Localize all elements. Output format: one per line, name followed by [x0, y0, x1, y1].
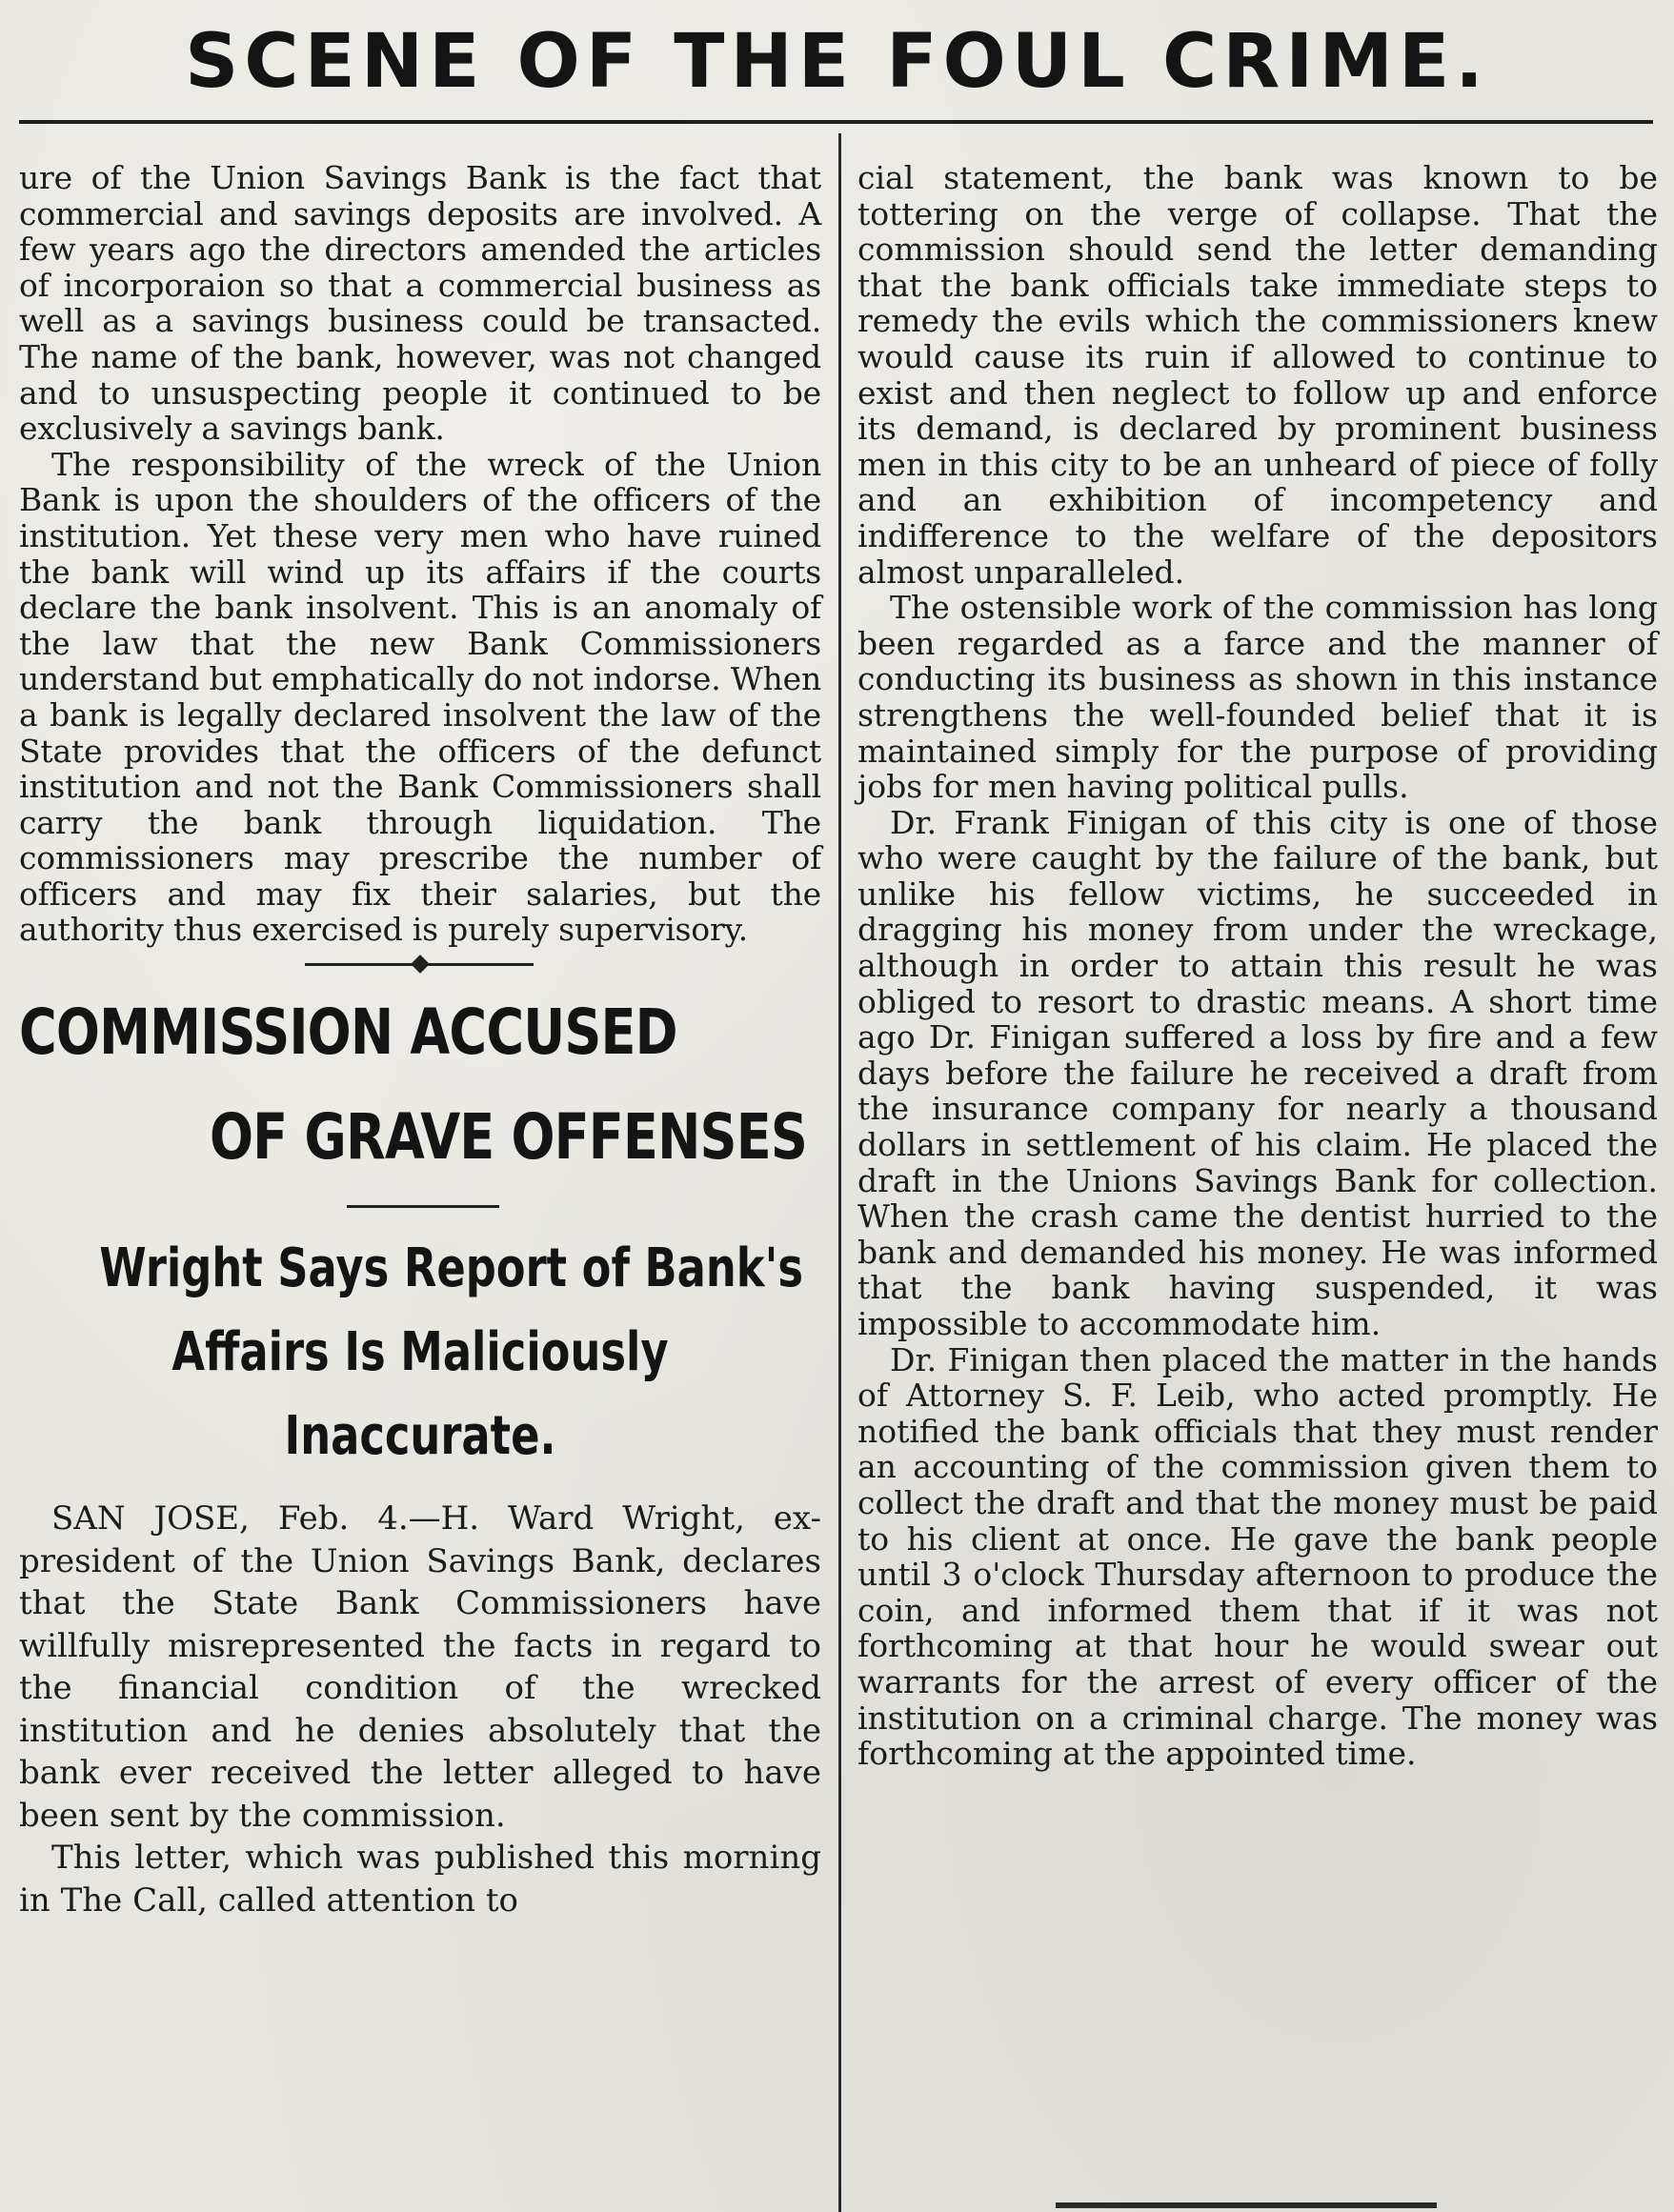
- masthead-rule: [19, 120, 1653, 124]
- article-paragraph: Dr. Finigan then placed the matter in the hands of Attorney S. F. Leib, who acted promptly. He notified the bank officials that they must render an accounting of the commission given them to collect the draft and that the money must be paid to his client at once. He gave the bank people until 3 o'clock Thursday afternoon to produce the coin, and informed them that if it was not forthcoming at that hour he would swear out warrants for the arrest of every officer of the institution on a criminal charge. The money was forthcoming at the appointed time.: [857, 1340, 1658, 1773]
- left-column: [19, 160, 821, 1921]
- left-column-body: [19, 160, 821, 948]
- subheadline-line-1: Wright Says Report of Bank's: [99, 1237, 803, 1300]
- subheadline-line-3: Inaccurate.: [284, 1405, 556, 1468]
- headline-line-2: OF GRAVE OFFENSES: [210, 1100, 808, 1175]
- article-paragraph: cial statement, the bank was known to be tottering on the verge of collapse. That the commission should send the letter demanding that the bank officials take immediate steps to remedy the evils which the commissioners knew would cause its ruin if allowed to continue to exist and then neglect to follow up and enforce its demand, is declared by prominent business men in this city to be an unheard of piece of folly and an exhibition of incompetency and indifference to the welfare of the depositors almost unparalleled.: [857, 159, 1658, 591]
- article-paragraph: The ostensible work of the commission has long been regarded as a farce and the manner of conducting its business as shown in this instance strengthens the well-founded belief that it is maintained simply for the purpose of providing jobs for men having political pulls.: [857, 589, 1658, 806]
- ornament-dot: [411, 955, 430, 974]
- column-divider: [838, 133, 841, 2212]
- story-paragraph: This letter, which was published this morning in The Call, called attention to: [19, 1839, 821, 1920]
- masthead-title: SCENE OF THE FOUL CRIME.: [185, 19, 1489, 105]
- article-paragraph: Dr. Frank Finigan of this city is one of those who were caught by the failure of the bank, but unlike his fellow victims, he succeeded in dragging his money from under the wreckage, although in order to attain this result he was obliged to resort to drastic means. A short time ago Dr. Finigan suffered a loss by fire and a few days before the failure he received a draft from the insurance company for nearly a thousand dollars in settlement of his claim. He placed the draft in the Unions Savings Bank for collection. When the crash came the dentist hurried to the bank and demanded his money. He was informed that the bank having suspended, it was impossible to accommodate him.: [857, 803, 1658, 1342]
- right-column: [857, 160, 1658, 1772]
- article-paragraph: ure of the Union Savings Bank is the fact that commercial and savings deposits are involved. A few years ago the directors amended the articles of incorporaion so that a commercial business as well as a savings business could be transacted. The name of the bank, however, was not changed and to unsuspecting people it continued to be exclusively a savings bank.: [19, 159, 821, 448]
- story-paragraph: SAN JOSE, Feb. 4.—H. Ward Wright, ex-president of the Union Savings Bank, declares that the State Bank Commissioners have willfully misrepresented the facts in regard to the financial condition of the wrecked institution and he denies absolutely that the bank ever received the letter alleged to have been sent by the commission.: [19, 1499, 821, 1835]
- bottom-rule: [1056, 2202, 1437, 2208]
- article-paragraph: The responsibility of the wreck of the Union Bank is upon the shoulders of the officers of the institution. Yet these very men who have ruined the bank will wind up its affairs if the courts declare the bank insolvent. This is an anomaly of the law that the new Bank Commissioners understand but emphatically do not indorse. When a bank is legally declared insolvent the law of the State provides that the officers of the defunct institution and not the Bank Commissioners shall carry the bank through liquidation. The commissioners may prescribe the number of officers and may fix their salaries, but the authority thus exercised is purely supervisory.: [19, 445, 821, 949]
- headline-line-1: COMMISSION ACCUSED: [19, 995, 677, 1070]
- ornament-divider: [19, 948, 821, 980]
- subheadline-line-2: Affairs Is Maliciously: [171, 1321, 669, 1384]
- story-body: [19, 1498, 821, 1921]
- headline-rule: [347, 1205, 499, 1208]
